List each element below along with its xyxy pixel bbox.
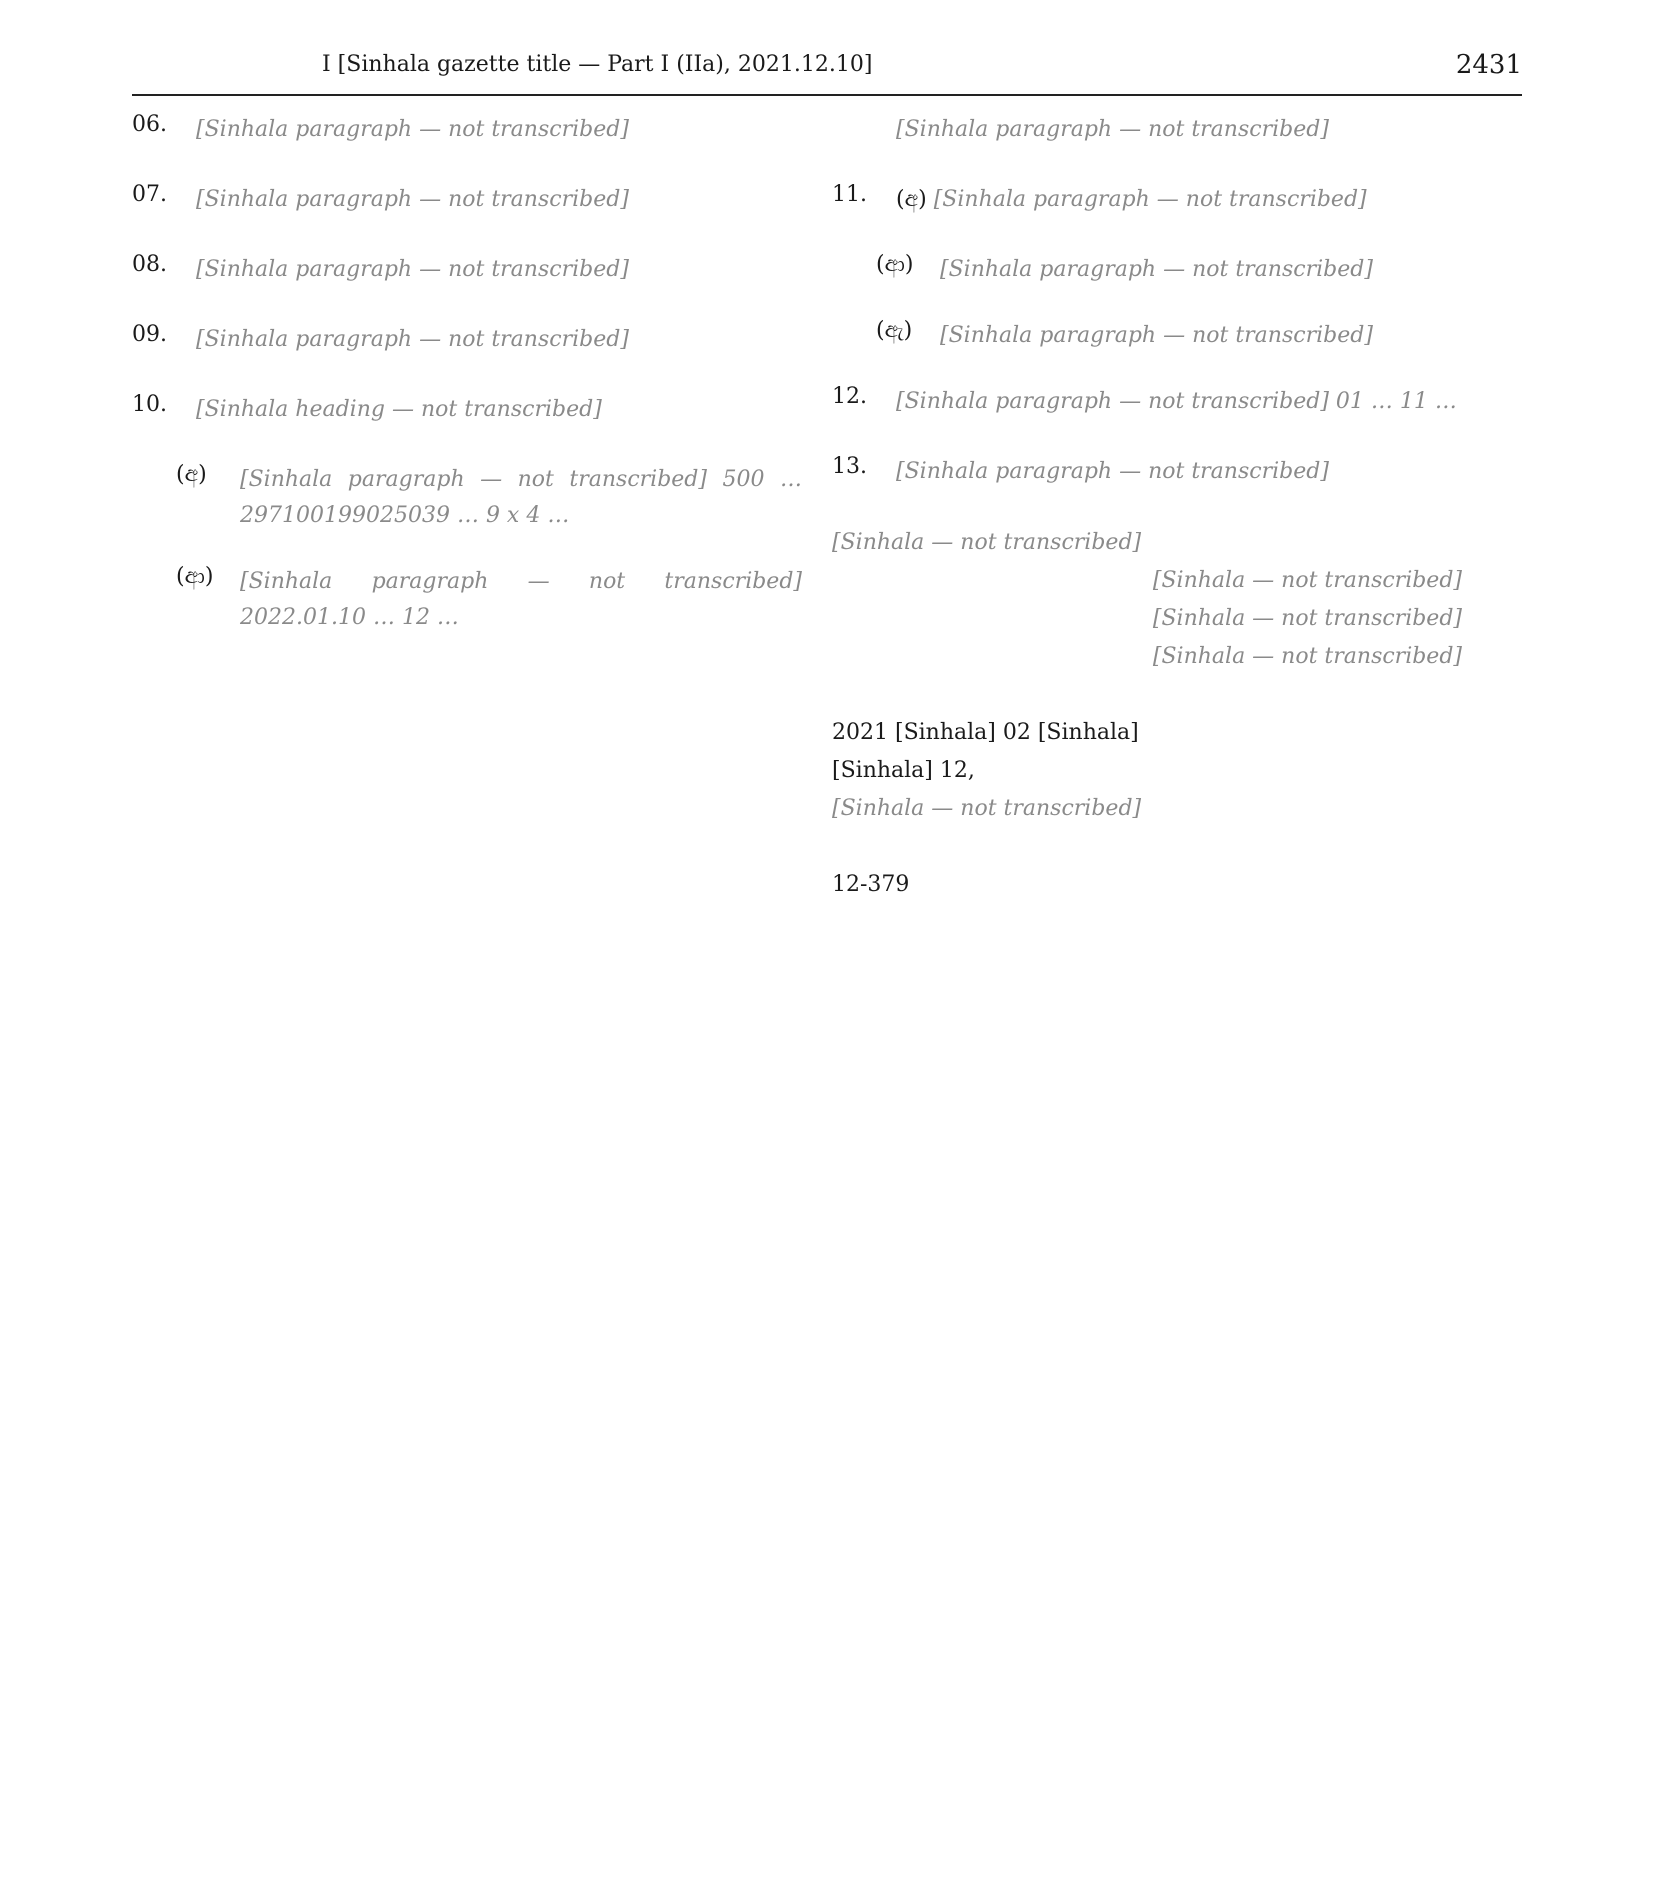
clause-number: 13.: [832, 454, 867, 479]
sub-label: (ආ): [176, 564, 214, 589]
clause-number: 09.: [132, 322, 167, 347]
clause-number: 12.: [832, 384, 867, 409]
sub-label: (ආ): [876, 252, 914, 277]
clause-text: [Sinhala paragraph — not transcribed] 01 … 11 …: [896, 389, 1457, 414]
sub-text: [Sinhala paragraph — not transcribed] 500 … 297100199025039 … 9 x 4 …: [240, 467, 802, 528]
page-number: 2431: [1455, 50, 1522, 80]
clause-13: [832, 454, 1502, 490]
sub-text: [Sinhala paragraph — not transcribed]: [940, 323, 1373, 348]
issue-place: [Sinhala] 12,: [832, 758, 975, 783]
clause-11-a: [832, 182, 1502, 218]
clause-08: [132, 252, 802, 288]
right-column: [832, 112, 1502, 904]
clause-heading: [Sinhala heading — not transcribed]: [196, 397, 602, 422]
sub-text: [Sinhala paragraph — not transcribed] 2022.01.10 … 12 …: [240, 569, 802, 630]
clause-12: [832, 384, 1502, 420]
clause-number: 08.: [132, 252, 167, 277]
clause-11-ae: [876, 318, 1502, 354]
sub-label: (අ): [176, 462, 207, 487]
page-header: [132, 48, 1522, 96]
signatory-name: [Sinhala — not transcribed]: [1152, 568, 1462, 593]
signatory-org: [Sinhala — not transcribed]: [1152, 644, 1462, 669]
clause-number: 06.: [132, 112, 167, 137]
signatory-title: [Sinhala — not transcribed]: [1152, 606, 1462, 631]
sub-text: [Sinhala paragraph — not transcribed]: [933, 187, 1367, 212]
clause-number: 10.: [132, 392, 167, 417]
sub-label: (අ): [896, 187, 927, 212]
reference-number: 12-379: [832, 872, 910, 897]
clause-10-a: [176, 462, 802, 534]
clause-text: [Sinhala paragraph — not transcribed]: [896, 459, 1329, 484]
clause-10-continued: [832, 112, 1502, 148]
clause-11-aa: [876, 252, 1502, 288]
gazette-title: I [Sinhala gazette title — Part I (IIa), 2021.12.10]: [322, 52, 873, 77]
clause-07: [132, 182, 802, 218]
issue-office: [Sinhala — not transcribed]: [832, 796, 1142, 821]
left-column: [132, 112, 802, 666]
sub-text: [Sinhala paragraph — not transcribed]: [940, 257, 1373, 282]
clause-10-aa: [176, 564, 802, 636]
clause-text: [Sinhala paragraph — not transcribed]: [196, 257, 629, 282]
sub-label: (ඇ): [876, 318, 913, 343]
issue-date: 2021 [Sinhala] 02 [Sinhala]: [832, 720, 1139, 745]
clause-text: [Sinhala paragraph — not transcribed]: [196, 187, 629, 212]
clause-10: [132, 392, 802, 428]
clause-text: [Sinhala paragraph — not transcribed]: [896, 117, 1329, 142]
clause-number: 11.: [832, 182, 867, 207]
signature-block: [832, 524, 1502, 904]
clause-text: [Sinhala paragraph — not transcribed]: [196, 327, 629, 352]
clause-06: [132, 112, 802, 148]
clause-09: [132, 322, 802, 358]
clause-number: 07.: [132, 182, 167, 207]
signature-order: [Sinhala — not transcribed]: [832, 530, 1142, 555]
clause-text: [Sinhala paragraph — not transcribed]: [196, 117, 629, 142]
